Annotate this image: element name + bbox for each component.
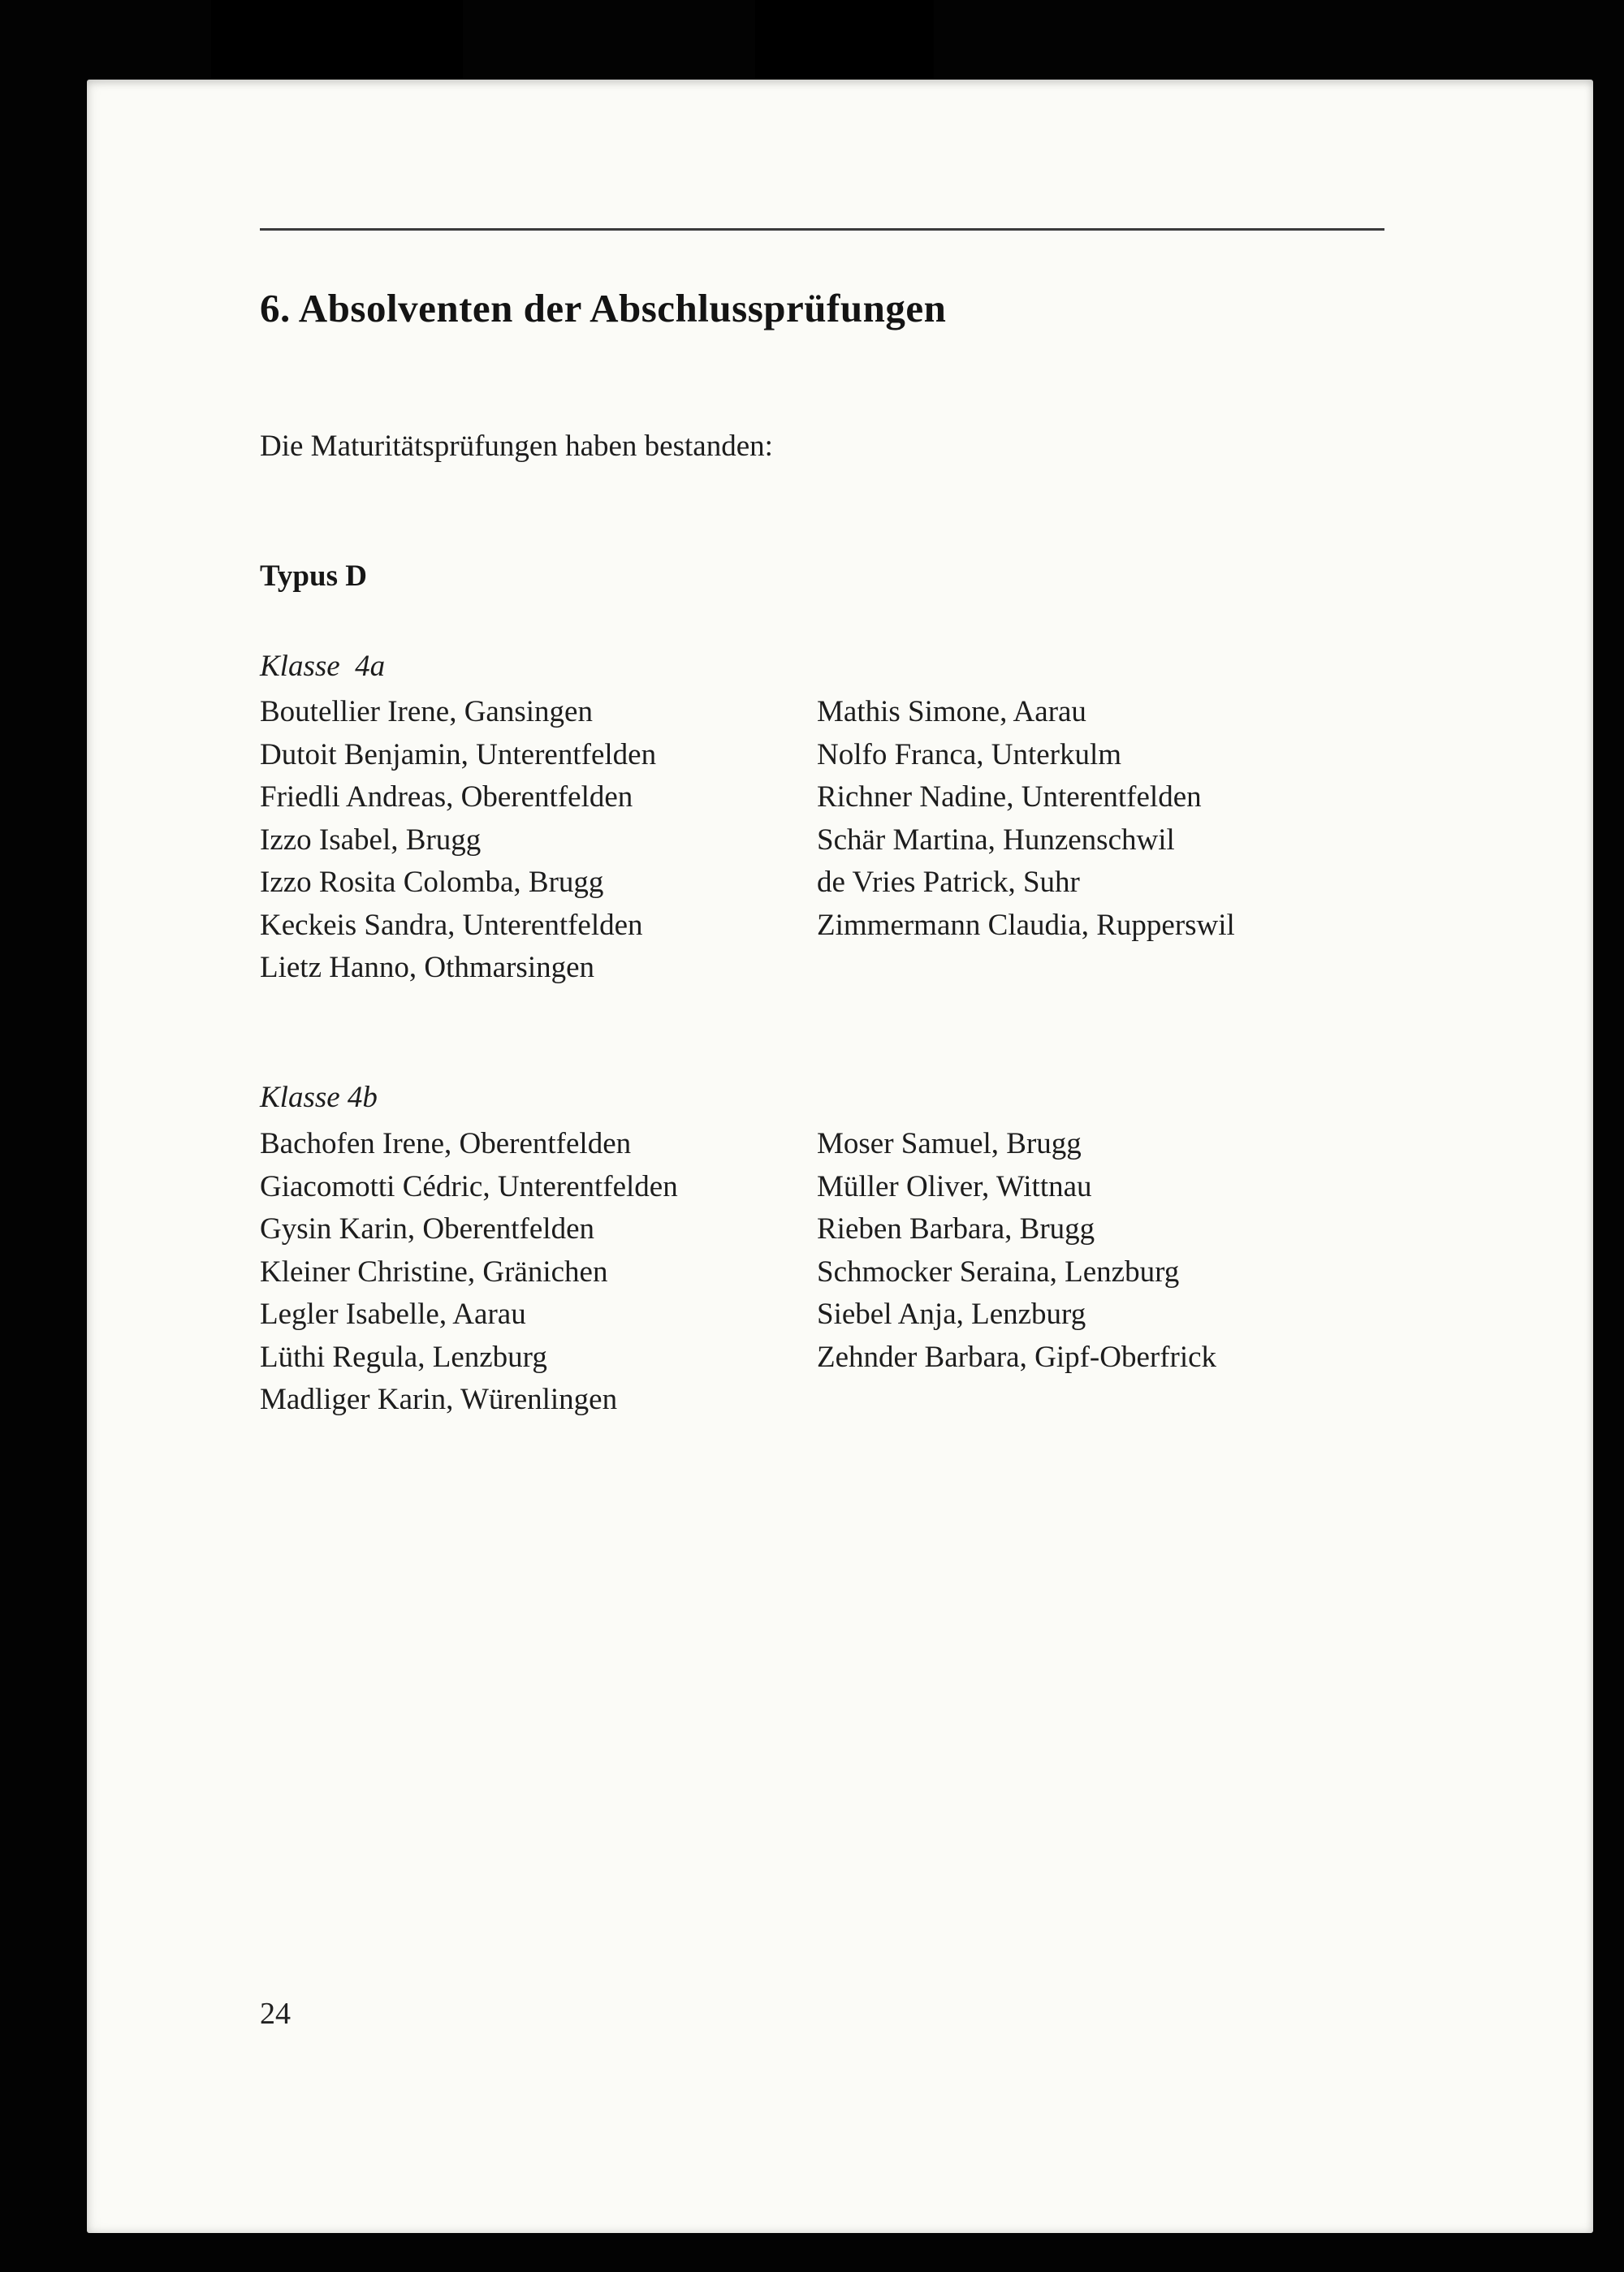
graduate-name: Siebel Anja, Lenzburg [817,1298,1086,1331]
graduate-name: Gysin Karin, Oberentfelden [260,1212,595,1246]
graduate-name: Lietz Hanno, Othmarsingen [260,951,595,984]
graduate-name: Legler Isabelle, Aarau [260,1298,526,1331]
page-number: 24 [260,1997,291,2031]
graduate-name: Keckeis Sandra, Unterentfelden [260,908,643,942]
graduate-name: Zehnder Barbara, Gipf-Oberfrick [817,1340,1217,1374]
graduate-name: de Vries Patrick, Suhr [817,866,1080,899]
scan-artifact-band [211,0,463,81]
graduate-name: Boutellier Irene, Gansingen [260,695,593,728]
graduate-name: Lüthi Regula, Lenzburg [260,1340,547,1374]
class-4a-label: Klasse 4a [260,650,386,683]
graduate-name: Friedli Andreas, Oberentfelden [260,780,633,814]
class-4b-label: Klasse 4b [260,1081,378,1114]
graduate-name: Moser Samuel, Brugg [817,1127,1082,1160]
graduate-name: Richner Nadine, Unterentfelden [817,780,1202,814]
class-4b-left-column [260,1123,678,1422]
class-4a-right-column [817,691,1235,947]
graduate-name: Nolfo Franca, Unterkulm [817,737,1122,771]
graduate-name: Izzo Rosita Colomba, Brugg [260,866,604,899]
section-title: Typus D [260,559,367,593]
graduate-name: Müller Oliver, Wittnau [817,1169,1092,1203]
intro-text: Die Maturitätsprüfungen haben bestanden: [260,430,773,463]
graduate-name: Giacomotti Cédric, Unterentfelden [260,1169,678,1203]
top-rule [260,228,1384,231]
graduate-name: Schär Martina, Hunzenschwil [817,823,1175,857]
graduate-name: Madliger Karin, Würenlingen [260,1383,618,1416]
graduate-name: Zimmermann Claudia, Rupperswil [817,908,1235,942]
document-page [87,80,1593,2233]
graduate-name: Kleiner Christine, Gränichen [260,1255,608,1289]
scan-artifact-band [755,0,934,81]
graduate-name: Dutoit Benjamin, Unterentfelden [260,737,657,771]
graduate-name: Bachofen Irene, Oberentfelden [260,1127,632,1160]
page-title: 6. Absolventen der Abschlussprüfungen [260,286,947,330]
graduate-name: Mathis Simone, Aarau [817,695,1086,728]
graduate-name: Izzo Isabel, Brugg [260,823,482,857]
class-4b-right-column [817,1123,1216,1379]
graduate-name: Schmocker Seraina, Lenzburg [817,1255,1180,1289]
class-4a-left-column [260,691,656,990]
graduate-name: Rieben Barbara, Brugg [817,1212,1095,1246]
